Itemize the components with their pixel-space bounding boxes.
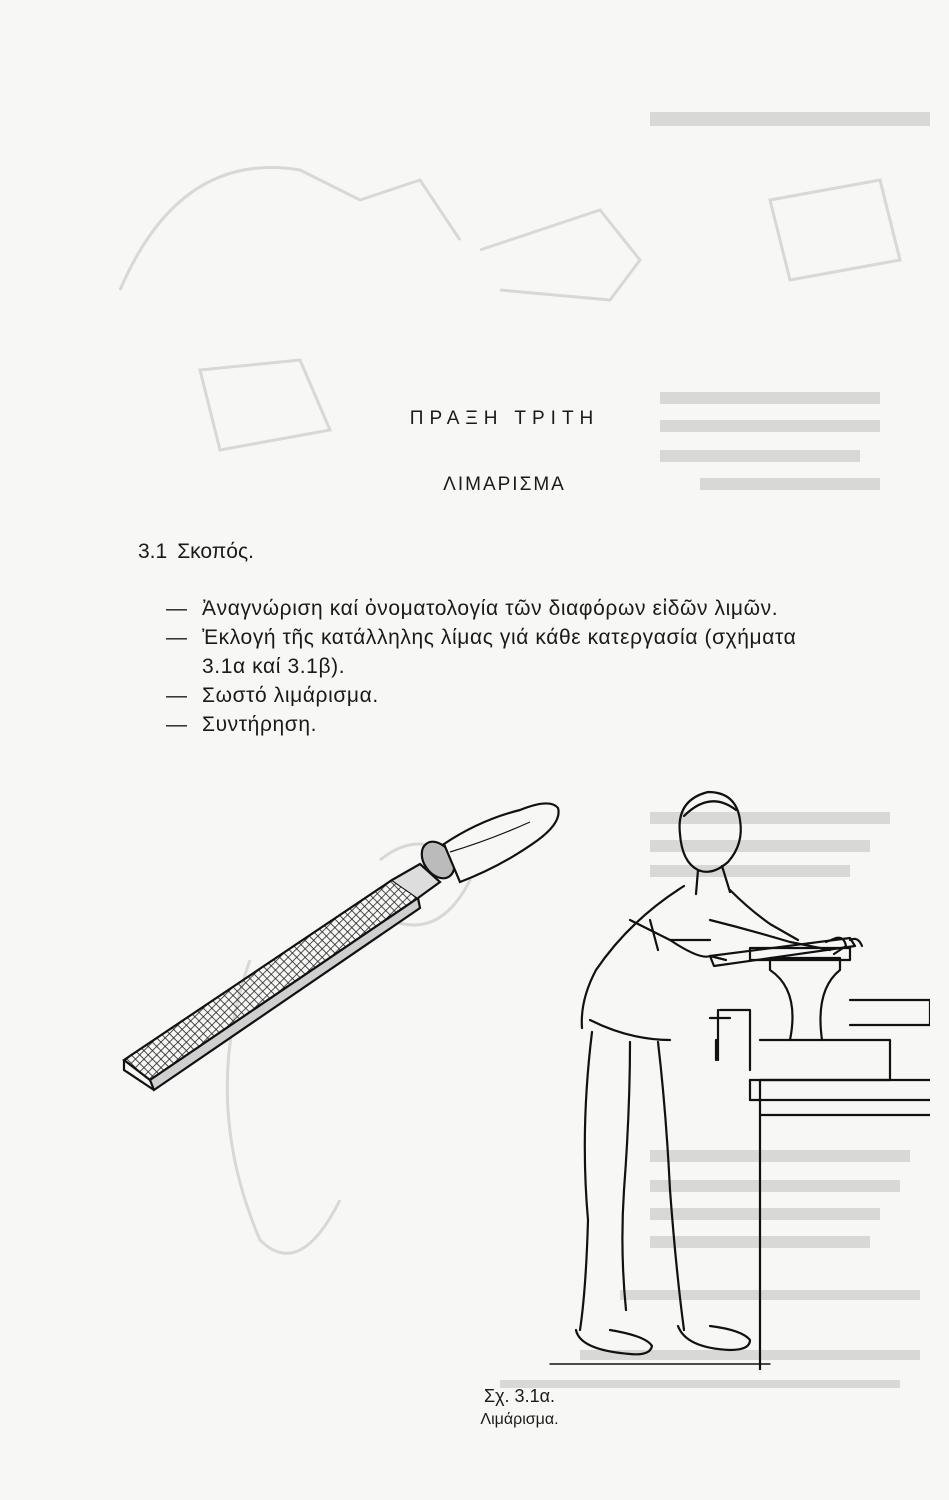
- bullet-dash: —: [166, 597, 188, 620]
- objectives-list: [166, 594, 946, 739]
- subject-title: ΛΙΜΑΡΙΣΜΑ: [443, 474, 566, 495]
- section-heading: [138, 540, 254, 564]
- list-item-text: Σωστό λιμάρισμα.: [202, 684, 379, 707]
- bullet-dash: —: [166, 713, 188, 736]
- list-item: [166, 681, 946, 710]
- bullet-dash: —: [166, 684, 188, 707]
- list-item-text: Ἀναγνώριση καί ὀνοματολογία τῶν διαφόρων εἰδῶν λιμῶν.: [202, 597, 779, 620]
- figure-illustration: [110, 770, 930, 1370]
- caption-number: Σχ. 3.1α.: [483, 1386, 555, 1406]
- list-item: [166, 623, 946, 681]
- section-number: 3.1: [138, 540, 168, 563]
- list-item: [166, 594, 946, 623]
- flat-file-icon: [124, 803, 559, 1090]
- worker-at-vise-icon: [550, 792, 930, 1370]
- list-item: [166, 710, 946, 739]
- list-item-text-continued: 3.1α καί 3.1β).: [202, 655, 346, 678]
- caption-text: Λιμάρισμα.: [480, 1411, 559, 1428]
- figure-caption: [0, 1386, 949, 1429]
- section-heading-text: Σκοπός.: [177, 540, 254, 563]
- list-item-text: Ἐκλογή τῆς κατάλληλης λίμας γιά κάθε κατεργασία (σχήματα: [202, 626, 797, 649]
- bullet-dash: —: [166, 626, 188, 649]
- chapter-title: ΠΡΑΞΗ ΤΡΙΤΗ: [409, 408, 600, 429]
- list-item-text: Συντήρηση.: [202, 713, 318, 736]
